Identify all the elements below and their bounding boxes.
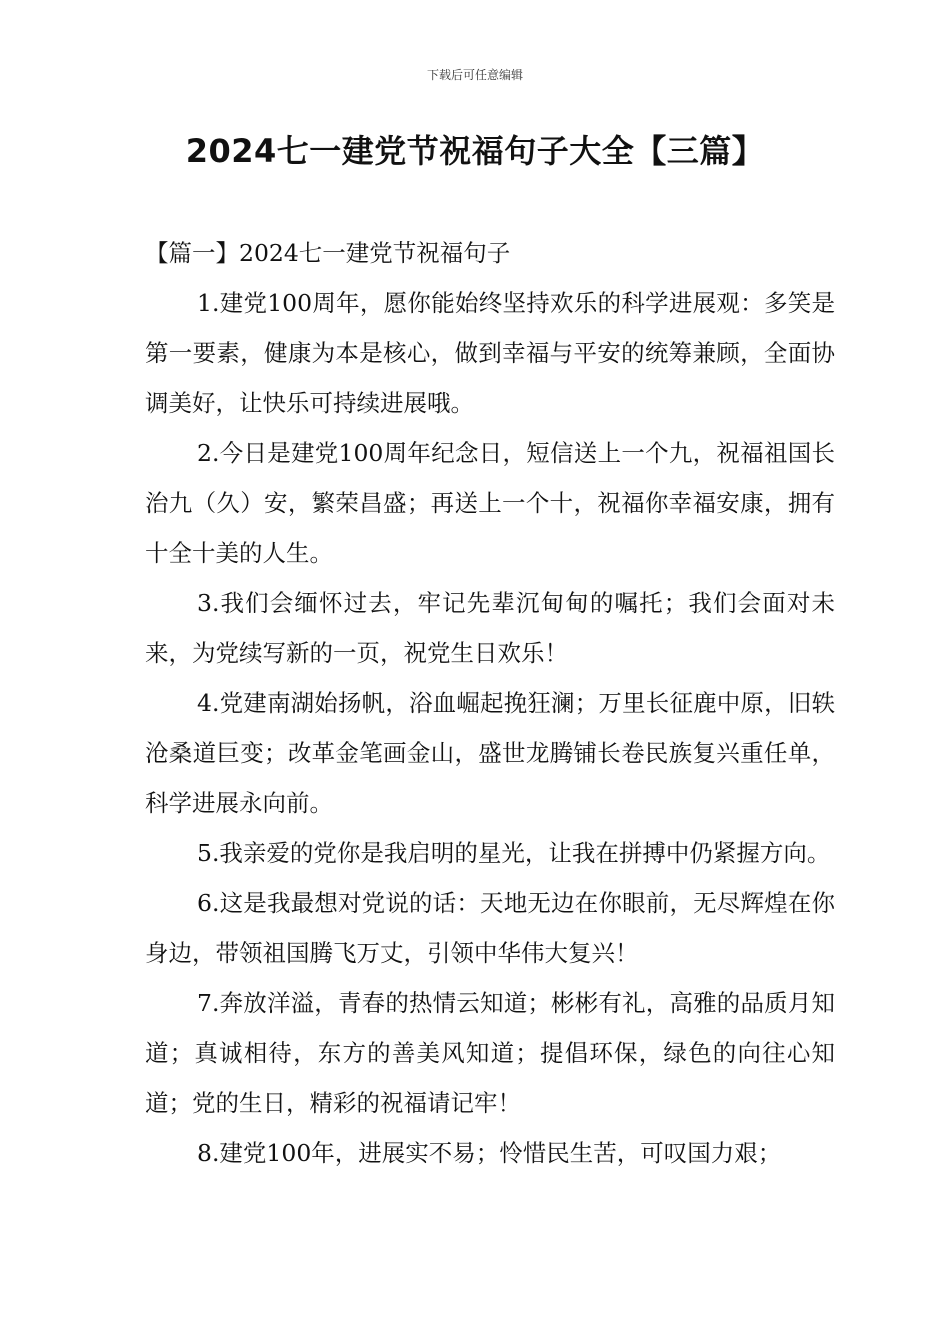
section-heading: 【篇一】2024七一建党节祝福句子 [145,239,511,267]
document-title: 2024七一建党节祝福句子大全【三篇】 [185,132,765,170]
list-item: 7.奔放洋溢，青春的热情云知道；彬彬有礼，高雅的品质月知道；真诚相待，东方的善美风知道；提倡环保，绿色的向往心知道；党的生日，精彩的祝福请记牢！ [145,989,835,1117]
list-item: 5.我亲爱的党你是我启明的星光，让我在拼搏中仍紧握方向。 [197,839,831,867]
list-item: 8.建党100年，进展实不易；怜惜民生苦，可叹国力艰； [197,1139,782,1167]
list-item: 2.今日是建党100周年纪念日，短信送上一个九，祝福祖国长治九（久）安，繁荣昌盛；再送上一个十，祝福你幸福安康，拥有十全十美的人生。 [145,439,835,567]
list-item: 4.党建南湖始扬帆，浴血崛起挽狂澜；万里长征鹿中原，旧轶沧桑道巨变；改革金笔画金山，盛世龙腾铺长卷民族复兴重任单，科学进展永向前。 [145,689,835,817]
list-item: 6.这是我最想对党说的话：天地无边在你眼前，无尽辉煌在你身边，带领祖国腾飞万丈，引领中华伟大复兴！ [145,889,835,967]
header-note: 下载后可任意编辑 [426,68,523,82]
document-body [145,228,835,1178]
list-item: 3.我们会缅怀过去，牢记先辈沉甸甸的嘱托；我们会面对未来，为党续写新的一页，祝党生日欢乐！ [145,589,835,667]
list-item: 1.建党100周年，愿你能始终坚持欢乐的科学进展观：多笑是第一要素，健康为本是核心，做到幸福与平安的统筹兼顾，全面协调美好，让快乐可持续进展哦。 [145,289,835,417]
